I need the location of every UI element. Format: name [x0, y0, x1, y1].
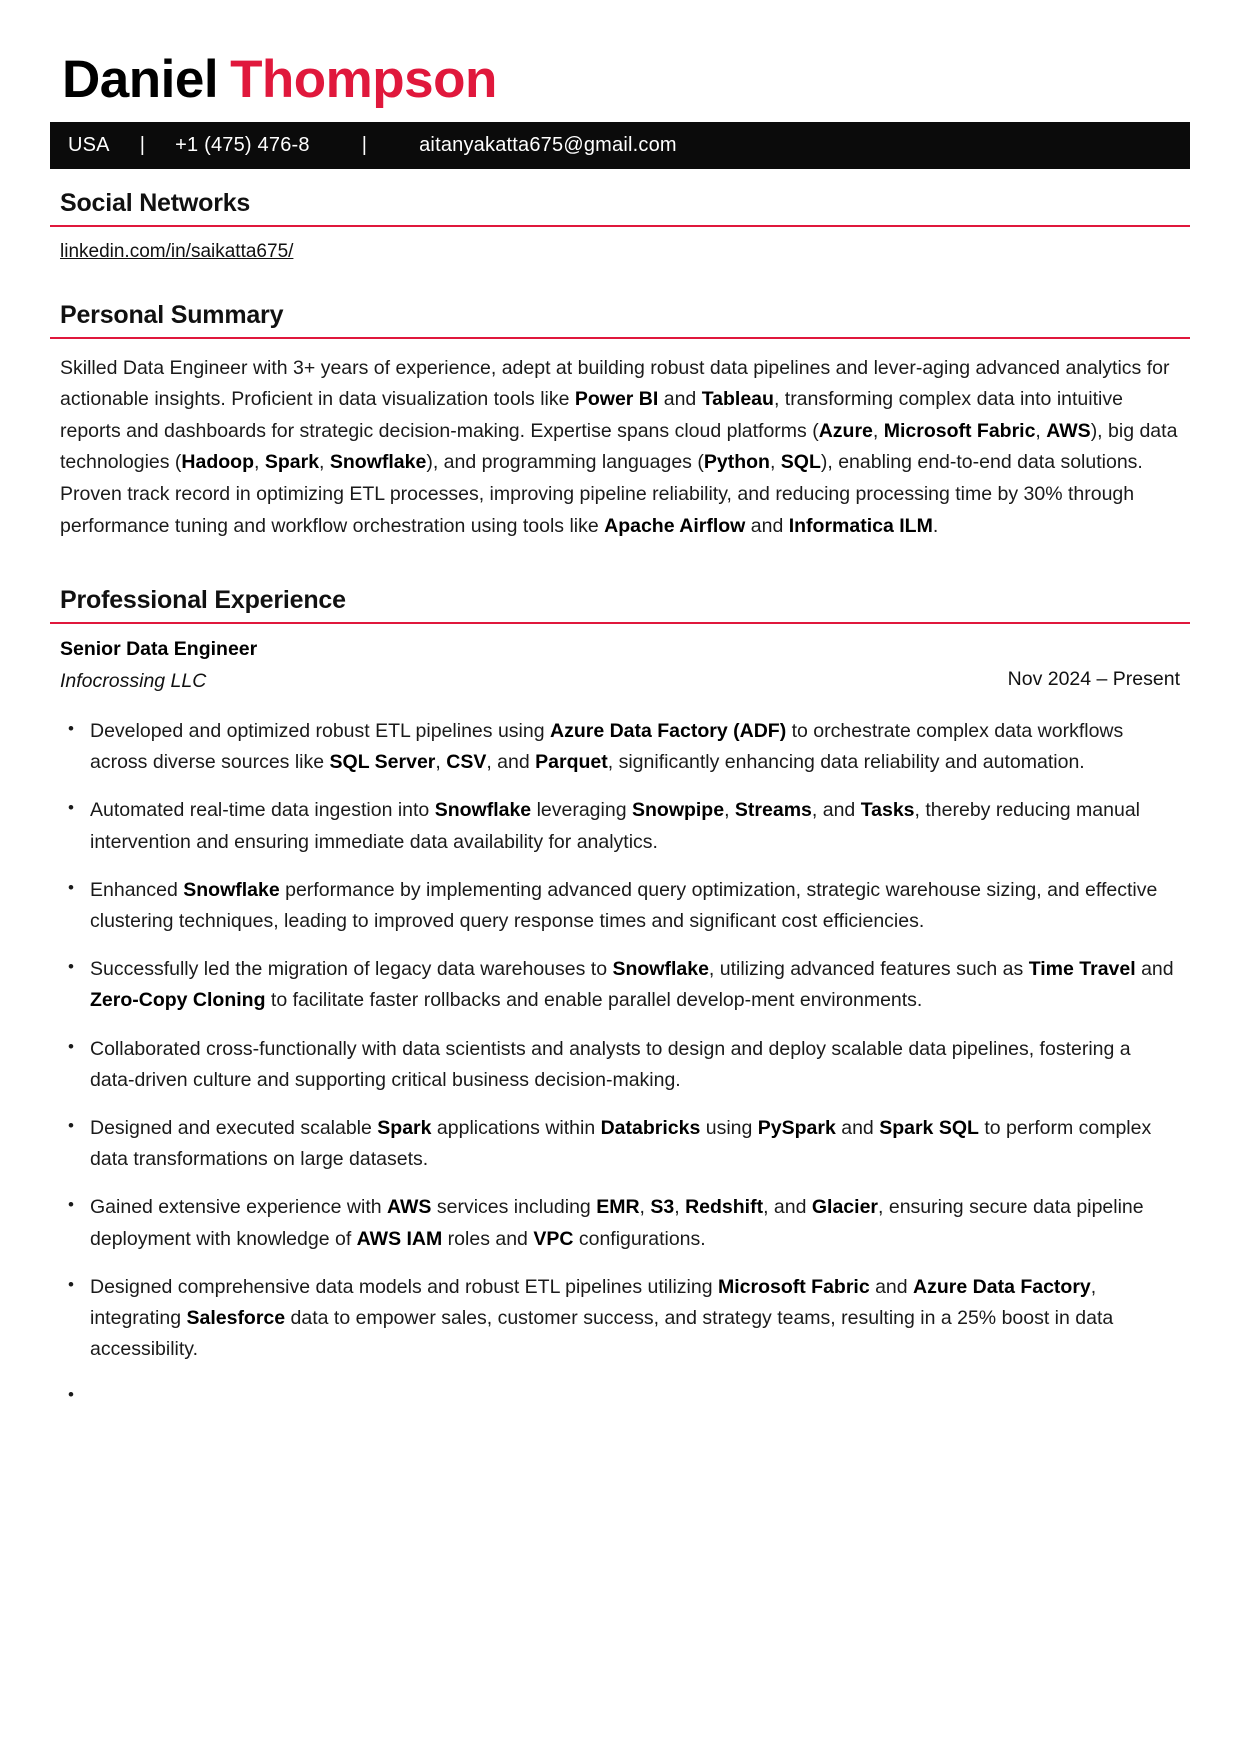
section-divider-social — [50, 225, 1190, 227]
job-bullet: • Successfully led the migration of legacy data warehouses to Snowflake, utilizing advanced features such as Time Travel and Zero-Copy Cloning to facilitate faster rollbacks and enable parallel develop-ment environments. — [60, 954, 1180, 1016]
contact-separator-2: | — [361, 133, 368, 156]
contact-phone[interactable]: +1 (475) 476-8 — [175, 133, 310, 156]
job-bullet: • Developed and optimized robust ETL pipelines using Azure Data Factory (ADF) to orchestrate complex data workflows across diverse sources like SQL Server, CSV, and Parquet, significantly enhancing data reliability and automation. — [60, 716, 1180, 778]
contact-bar — [50, 122, 1190, 169]
page-title — [62, 52, 1190, 108]
job-title: Senior Data Engineer — [60, 638, 258, 661]
last-name: Thompson — [230, 50, 497, 109]
section-professional-experience — [50, 586, 1190, 1413]
job-bullet: • Enhanced Snowflake performance by implementing advanced query optimization, strategic warehouse sizing, and effective clustering techniques, leading to improved query response times and significant cost efficiencies. — [60, 875, 1180, 937]
contact-email[interactable]: aitanyakatta675@gmail.com — [419, 133, 677, 156]
name-header — [50, 52, 1190, 108]
job-bullet: • Collaborated cross-functionally with data scientists and analysts to design and deploy scalable data pipelines, fostering a data-driven culture and supporting critical business decision-making. — [60, 1034, 1180, 1096]
contact-location: USA — [68, 133, 110, 156]
job-bullet: • Gained extensive experience with AWS services including EMR, S3, Redshift, and Glacier, ensuring secure data pipeline deployment with knowledge of AWS IAM roles and VPC configurations. — [60, 1192, 1180, 1254]
job-bullet: • Designed and executed scalable Spark applications within Databricks using PySpark and Spark SQL to perform complex data transformations on large datasets. — [60, 1113, 1180, 1175]
experience-entry — [50, 638, 1190, 1413]
experience-entry-header — [60, 638, 1180, 700]
section-title-summary: Personal Summary — [60, 300, 284, 329]
summary-paragraph: Skilled Data Engineer with 3+ years of experience, adept at building robust data pipelines and lever-aging advanced analytics for actionable insights. Proficient in data visualization tools like Power BI and Tableau, transforming complex data into intuitive reports and dashboards for strategic decision-making. Expertise spans cloud platforms (Azure, Microsoft Fabric, AWS), big data technologies (Hadoop, Spark, Snowflake), and programming languages (Python, SQL), enabling end-to-end data solutions. Proven track record in optimizing ETL processes, improving pipeline reliability, and reducing processing time by 30% through performance tuning and workflow orchestration using tools like Apache Airflow and Informatica ILM. — [60, 356, 1178, 537]
section-divider-summary — [50, 337, 1190, 339]
job-bullet-list — [60, 716, 1180, 1413]
job-bullet: • Automated real-time data ingestion into Snowflake leveraging Snowpipe, Streams, and Tasks, thereby reducing manual intervention and ensuring immediate data availability for analytics. — [60, 795, 1180, 857]
contact-separator-1: | — [139, 133, 146, 156]
linkedin-link[interactable]: linkedin.com/in/saikatta675/ — [60, 240, 294, 262]
first-name: Daniel — [62, 50, 219, 109]
section-divider-experience — [50, 622, 1190, 624]
section-title-experience: Professional Experience — [60, 586, 346, 615]
experience-list — [50, 638, 1190, 1413]
job-bullet — [60, 1382, 1180, 1413]
job-dates: Nov 2024 – Present — [1007, 668, 1180, 691]
section-social-networks — [50, 189, 1190, 297]
section-title-social: Social Networks — [60, 188, 251, 217]
section-personal-summary — [50, 301, 1190, 542]
job-bullet: • Designed comprehensive data models and robust ETL pipelines utilizing Microsoft Fabric and Azure Data Factory, integrating Salesforce data to empower sales, customer success, and strategy teams, resulting in a 25% boost in data accessibility. — [60, 1272, 1180, 1366]
job-company: Infocrossing LLC — [60, 670, 207, 693]
